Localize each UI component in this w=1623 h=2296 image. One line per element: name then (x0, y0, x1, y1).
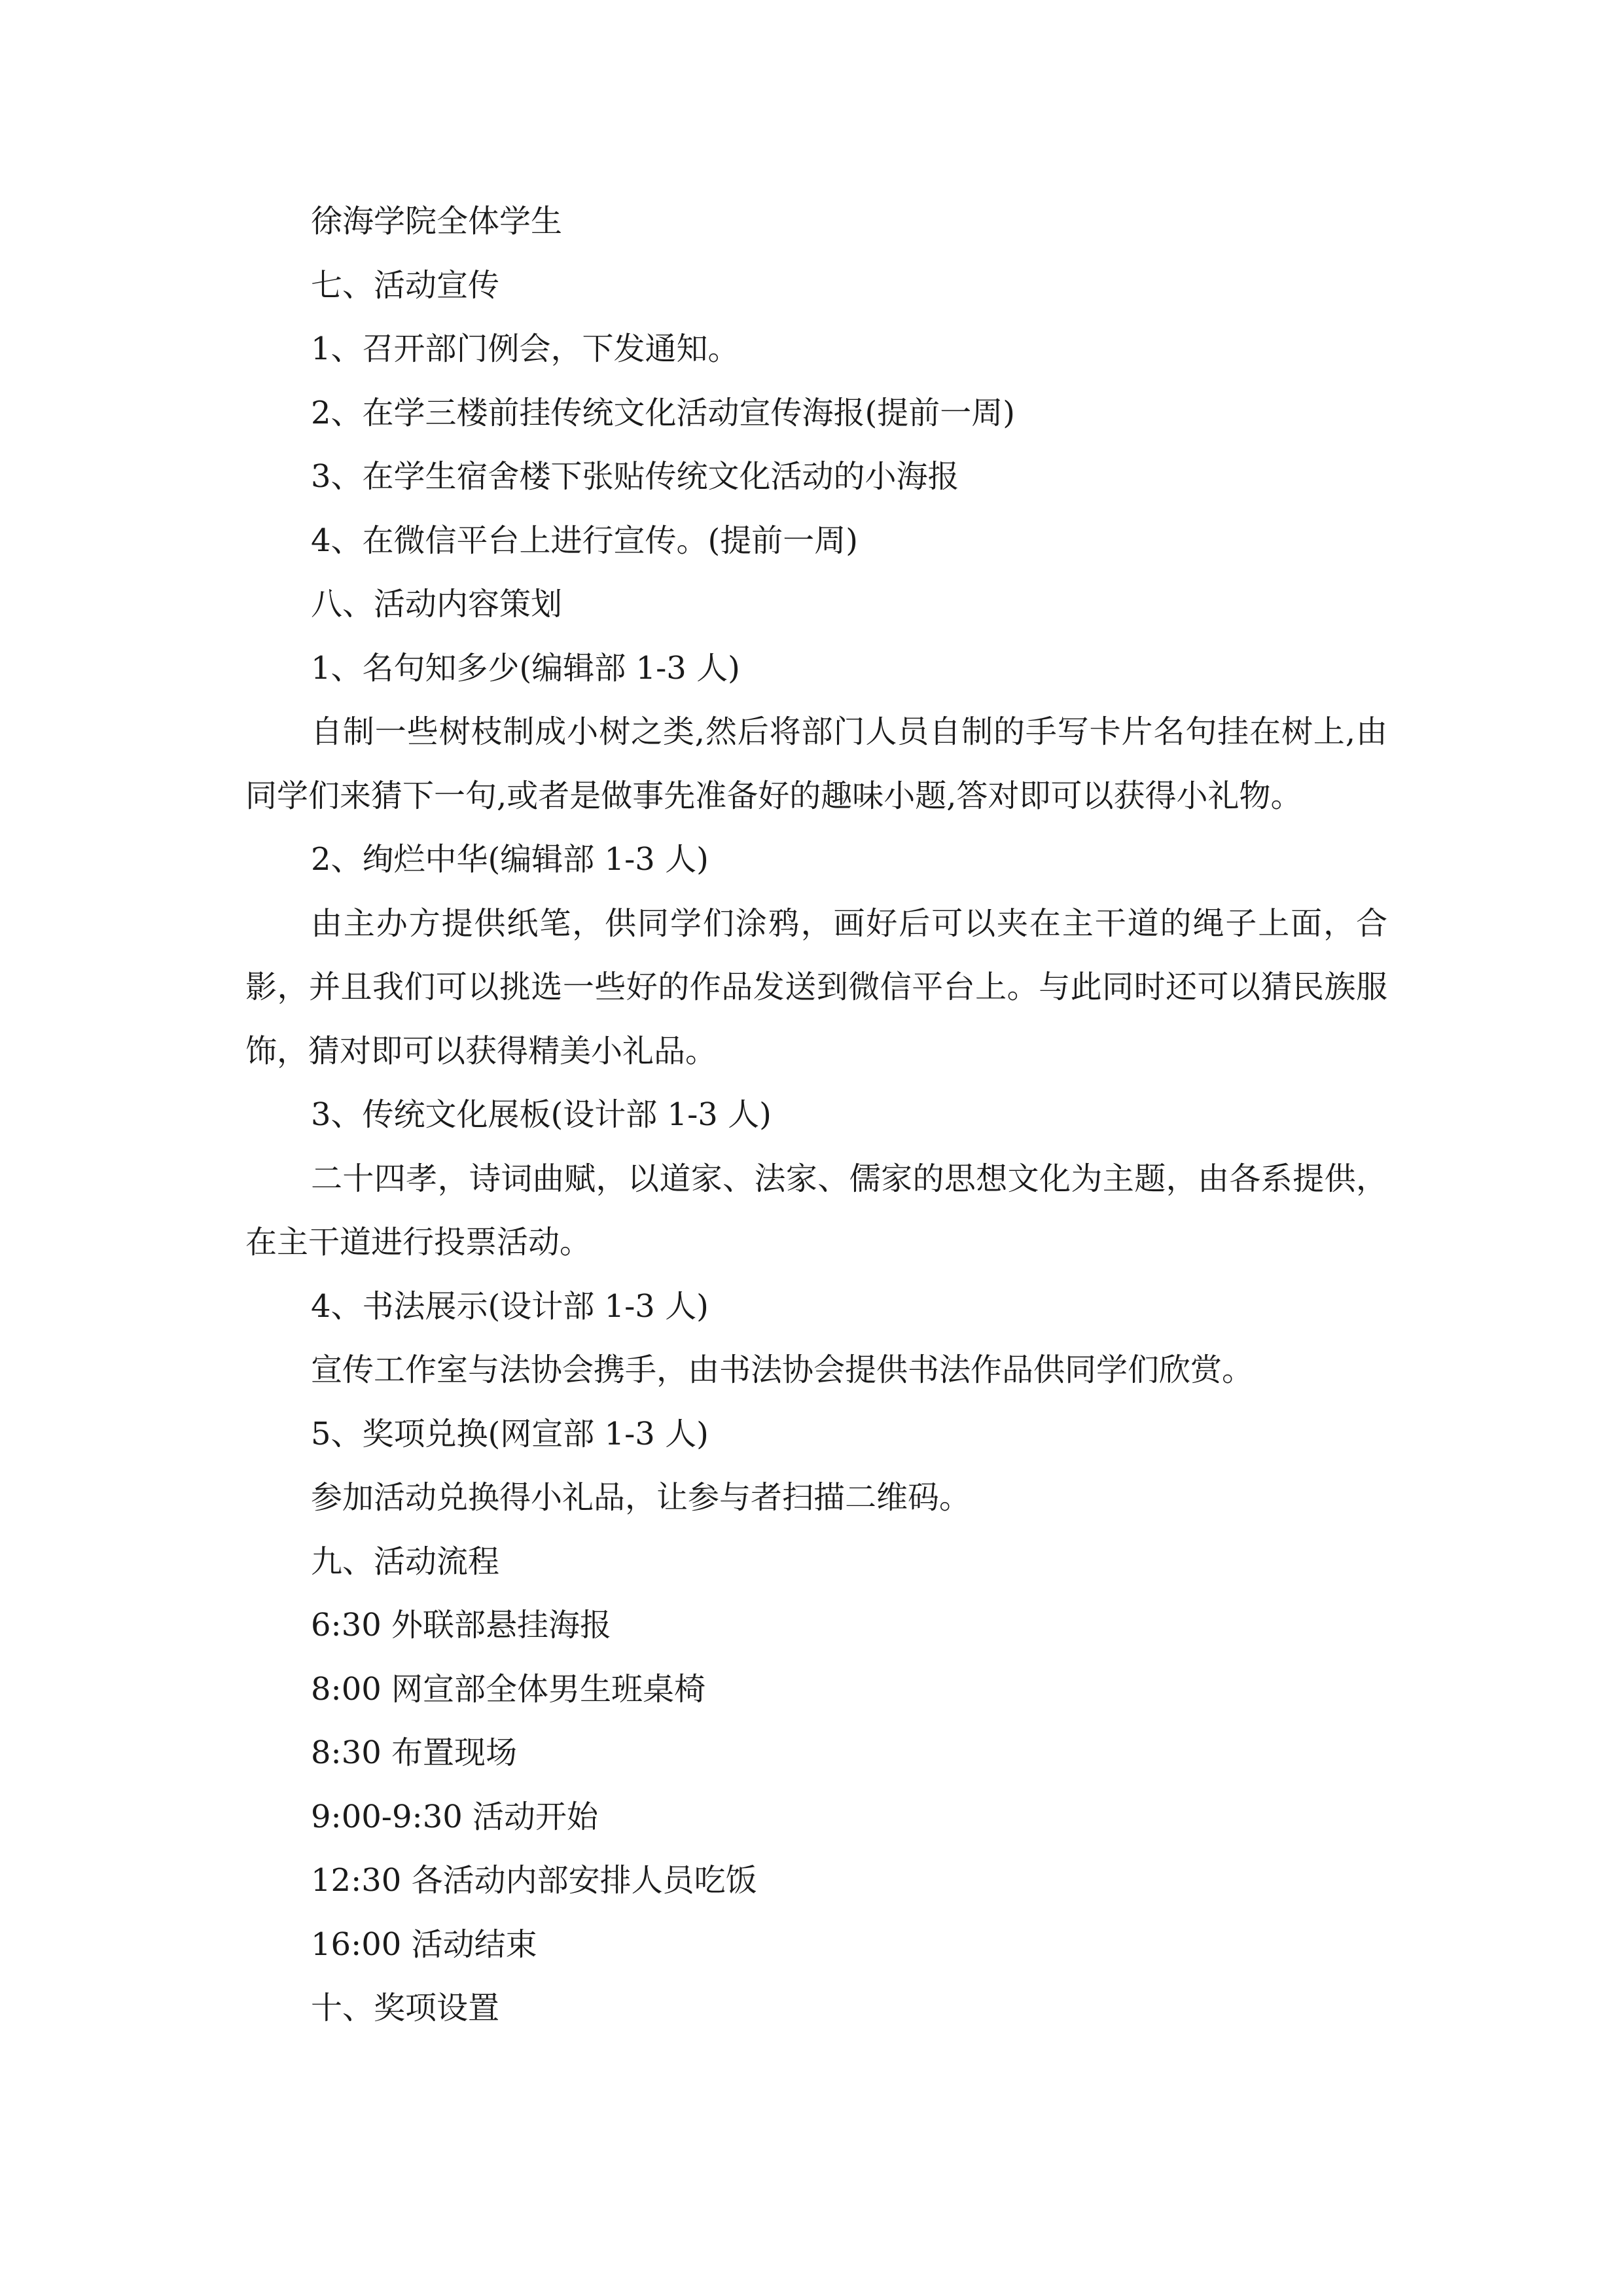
subsection-title: 2、绚烂中华(编辑部 1-3 人) (311, 841, 709, 878)
list-item: 4、在微信平台上进行宣传。(提前一周) (311, 522, 858, 559)
list-item: 1、召开部门例会，下发通知。 (311, 331, 740, 367)
audience-text: 徐海学院全体学生 (311, 203, 563, 240)
schedule-item: 8:00 网宣部全体男生班桌椅 (311, 1670, 706, 1708)
schedule-item: 6:30 外联部悬挂海报 (311, 1607, 612, 1643)
paragraph: 由主办方提供纸笔，供同学们涂鸦，画好后可以夹在主干道的绳子上面，合影，并且我们可以挑选一些好的作品发送到微信平台上。与此同时还可以猜民族服饰，猜对即可以获得精美小礼品。 (245, 905, 1387, 1069)
list-item: 2、在学三楼前挂传统文化活动宣传海报(提前一周) (311, 394, 1015, 431)
paragraph: 二十四孝，诗词曲赋，以道家、法家、儒家的思想文化为主题，由各系提供，在主干道进行投票活动。 (245, 1160, 1387, 1261)
schedule-item: 9:00-9:30 活动开始 (311, 1798, 599, 1835)
document-body (245, 190, 1387, 2041)
schedule-item: 8:30 布置现场 (311, 1734, 518, 1771)
section-heading-awards: 十、奖项设置 (311, 1990, 500, 2026)
schedule-item: 12:30 各活动内部安排人员吃饭 (311, 1862, 757, 1899)
subsection-title: 1、名句知多少(编辑部 1-3 人) (311, 649, 740, 687)
section-heading-content-planning: 八、活动内容策划 (311, 586, 563, 622)
subsection-title: 4、书法展示(设计部 1-3 人) (311, 1287, 709, 1325)
section-heading-publicity: 七、活动宣传 (311, 266, 500, 304)
paragraph: 参加活动兑换得小礼品，让参与者扫描二维码。 (311, 1479, 971, 1516)
subsection-title: 5、奖项兑换(网宣部 1-3 人) (311, 1415, 709, 1452)
paragraph: 自制一些树枝制成小树之类,然后将部门人员自制的手写卡片名句挂在树上,由同学们来猜下一句,或者是做事先准备好的趣味小题,答对即可以获得小礼物。 (245, 713, 1387, 814)
schedule-item: 16:00 活动结束 (311, 1926, 537, 1963)
list-item: 3、在学生宿舍楼下张贴传统文化活动的小海报 (311, 458, 959, 495)
section-heading-process: 九、活动流程 (311, 1543, 500, 1580)
subsection-title: 3、传统文化展板(设计部 1-3 人) (311, 1096, 772, 1133)
paragraph: 宣传工作室与法协会携手，由书法协会提供书法作品供同学们欣赏。 (311, 1352, 1254, 1388)
